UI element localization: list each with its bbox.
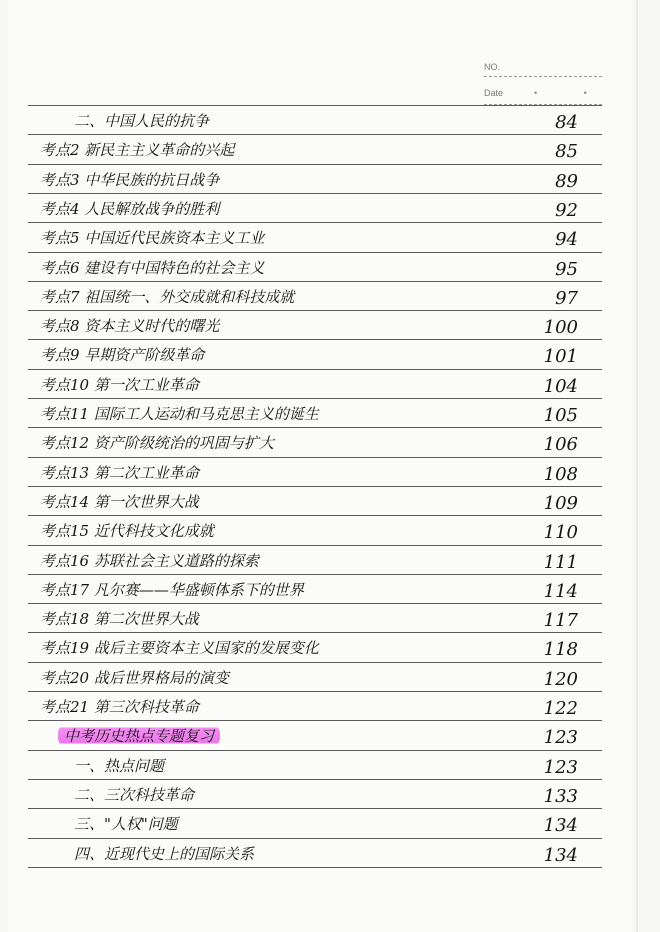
ruled-line (28, 867, 602, 868)
toc-entry (28, 398, 602, 427)
toc-entry-label: 考点17 凡尔赛——华盛顿体系下的世界 (40, 580, 304, 599)
toc-entry-page: 108 (543, 463, 578, 485)
toc-entry (28, 545, 602, 574)
toc-entry-page: 133 (543, 785, 578, 807)
toc-entry-page: 89 (555, 170, 578, 192)
toc-entry-page: 122 (543, 698, 578, 719)
toc-entry-label: 考点14 第一次世界大战 (40, 492, 199, 511)
toc-entry-label: 考点15 近代科技文化成就 (40, 522, 214, 541)
toc-entry (28, 574, 602, 603)
toc-entry-page: 105 (543, 405, 578, 426)
toc-entry-page: 84 (555, 112, 578, 133)
toc-entry-label: 考点12 资产阶级统治的巩固与扩大 (40, 434, 274, 453)
toc-entry (28, 720, 602, 749)
toc-entry (28, 369, 602, 398)
toc-entry (28, 632, 602, 661)
toc-entry (28, 105, 602, 134)
highlighted-section-title: 中考历史热点专题复习 (58, 725, 220, 746)
toc-entry-label: 考点11 国际工人运动和马克思主义的诞生 (40, 405, 319, 423)
date-dots: • • (534, 88, 609, 98)
toc-entry (28, 662, 602, 691)
toc-entry-page: 109 (543, 492, 578, 514)
toc-entry (28, 281, 602, 310)
toc-entry-page: 94 (555, 229, 578, 251)
toc-entry (28, 339, 602, 368)
toc-entry (28, 486, 602, 515)
toc-entry-label: 考点10 第一次工业革命 (40, 375, 199, 394)
toc-entry (28, 193, 602, 222)
toc-entry-label: 考点20 战后世界格局的演变 (40, 668, 229, 687)
toc-entry (28, 691, 602, 720)
toc-entry-label: 考点21 第三次科技革命 (40, 698, 199, 716)
page-edge (636, 0, 638, 932)
toc-entry (28, 222, 602, 251)
toc-entry-label: 三、"人权"问题 (74, 815, 178, 834)
toc-entry-label: 考点8 资本主义时代的曙光 (40, 317, 220, 336)
toc-entry (28, 808, 602, 837)
toc-entry-label: 二、中国人民的抗争 (74, 112, 210, 130)
toc-entry-label: 考点6 建设有中国特色的社会主义 (40, 258, 265, 277)
toc-entry (28, 164, 602, 193)
toc-entry-page: 134 (543, 815, 578, 837)
toc-entry-page: 117 (543, 610, 578, 632)
toc-entry (28, 515, 602, 544)
toc-entry-page: 111 (543, 551, 578, 573)
no-label: NO. (484, 62, 501, 72)
toc-entry-page: 123 (543, 756, 578, 778)
toc-entry-page: 101 (543, 346, 578, 368)
toc-entry (28, 750, 602, 779)
toc-entry-label: 二、三次科技革命 (74, 785, 195, 804)
toc-entry-label: 考点18 第二次世界大战 (40, 610, 199, 629)
toc-entry-page: 100 (543, 317, 578, 339)
toc-entry (28, 603, 602, 632)
toc-entry (28, 427, 602, 456)
toc-entry-page: 110 (543, 522, 578, 544)
toc-entry-page: 95 (555, 258, 578, 280)
toc-entry-label: 考点9 早期资产阶级革命 (40, 346, 205, 365)
toc-entry-label: 考点19 战后主要资本主义国家的发展变化 (40, 639, 319, 658)
toc-entry-label: 考点5 中国近代民族资本主义工业 (40, 229, 265, 248)
toc-entry-page: 118 (543, 639, 578, 661)
date-label: Date (484, 88, 504, 98)
toc-entry-label: 考点2 新民主主义革命的兴起 (40, 141, 235, 160)
toc-entry-label: 一、热点问题 (74, 756, 165, 775)
toc-entry-page: 104 (543, 375, 578, 397)
toc-entry-page: 120 (543, 668, 578, 690)
toc-entry-label: 考点4 人民解放战争的胜利 (40, 199, 220, 218)
toc-entry-label: 考点13 第二次工业革命 (40, 463, 199, 482)
toc-entry-label: 考点7 祖国统一、外交成就和科技成就 (40, 287, 295, 306)
toc-entry-label: 考点16 苏联社会主义道路的探索 (40, 551, 259, 570)
toc-entry-page: 123 (543, 727, 578, 749)
toc-entry (28, 252, 602, 281)
toc-entry-page: 106 (543, 434, 578, 456)
toc-entry-label: 四、近现代史上的国际关系 (74, 844, 255, 863)
toc-entry (28, 310, 602, 339)
toc-entry-label: 考点3 中华民族的抗日战争 (40, 170, 220, 189)
toc-entry (28, 457, 602, 486)
no-dotted-line (484, 76, 602, 77)
toc-entry (28, 838, 602, 867)
toc-entry (28, 134, 602, 163)
toc-entry-page: 85 (555, 141, 578, 163)
toc-entry-page: 114 (543, 580, 578, 602)
toc-entry-page: 134 (543, 844, 578, 866)
toc-entry-page: 92 (555, 199, 578, 221)
toc-entry (28, 779, 602, 808)
toc-entry-page: 97 (555, 287, 578, 309)
